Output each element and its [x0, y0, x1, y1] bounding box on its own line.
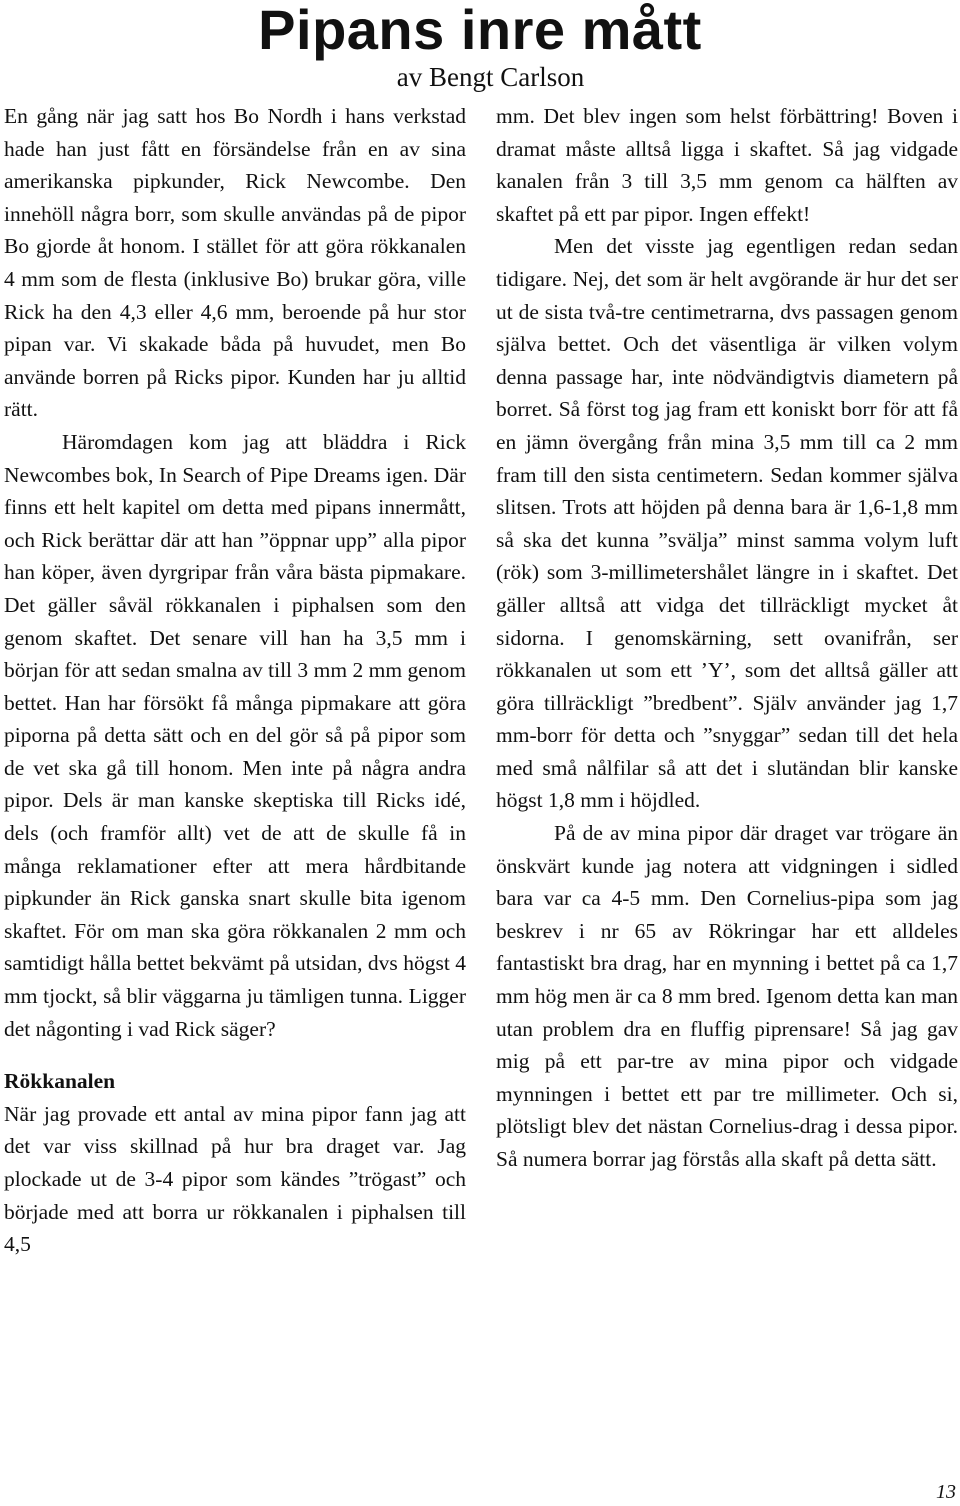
paragraph: Häromdagen kom jag att bläddra i Rick Newcombes bok, In Search of Pipe Dreams igen. Där finns ett helt kapitel om detta med pipans innermått, och Rick berättar där att han ”öppnar upp” alla pipor han köper, även dyrgripar från våra bästa pipmakare. Det gäller såväl rökkanalen i piphalsen som den genom skaftet. Det senare vill han ha 3,5 mm i början för att sedan smalna av till 3 mm 2 mm genom bettet. Han har försökt få många pipmakare att göra piporna på detta sätt och en del gör så på pipor som de vet ska gå till honom. Men inte på några andra pipor. Dels är man kanske skeptiska till Ricks idé, dels (och framför allt) vet de att de skulle få in många reklamationer efter att mera hårdbitande pipkunder än Rick ganska snart skulle bita igenom skaftet. För om man ska göra rökkanalen 2 mm och samtidigt hålla bettet bekvämt på utsidan, dvs högst 4 mm tjockt, så blir väggarna ju tämligen tunna. Ligger det någonting i vad Rick säger?	[4, 429, 466, 1041]
paragraph: En gång när jag satt hos Bo Nordh i hans verkstad hade han just fått en försändelse från en av sina amerikanska pipkunder, Rick Newcombe. Den innehöll några borr, som skulle användas på de pipor Bo gjorde åt honom. I stället för att göra rökkanalen 4 mm som de flesta (inklusive Bo) brukar göra, ville Rick ha den 4,3 eller 4,6 mm, beroende på hur stor pipan var. Vi skakade båda på huvudet, men Bo använde borren på Ricks pipor. Kunden har ju alltid rätt.	[4, 104, 466, 422]
paragraph: När jag provade ett antal av mina pipor fann jag att det var viss skillnad på hur bra draget var. Jag plockade ut de 3-4 pipor som kändes ”trögast” och började med att borra ur rökkanalen i piphalsen till 4,5	[4, 1101, 466, 1257]
paragraph: mm. Det blev ingen som helst förbättring! Boven i dramat måste alltså ligga i skaftet. Så jag vidgade kanalen från 3 till 3,5 mm genom ca hälften av skaftet på ett par pipor. Ingen effekt!	[496, 104, 958, 226]
section-heading: Rökkanalen	[4, 1069, 116, 1094]
right-column	[496, 100, 958, 1176]
left-column	[4, 100, 466, 1261]
paragraph: På de av mina pipor där draget var trögare än önskvärt kunde jag notera att vidgningen i sidled bara var ca 4-5 mm. Den Cornelius-pipa som jag beskrev i nr 65 av Rökringar har ett alldeles fantastiskt bra drag, har en mynning i bettet på ca 1,7 mm hög men är ca 8 mm bred. Igenom detta kan man utan problem dra en fluffig piprensare! Så jag gav mig på ett par-tre av mina pipor och vidgade mynningen i bettet ett par tre millimeter. Och si, plötsligt blev det nästan Cornelius-drag i dessa pipor. Så numera borrar jag förstås alla skaft på detta sätt.	[496, 821, 958, 1171]
page-number: 13	[936, 1481, 956, 1503]
paragraph: Men det visste jag egentligen redan sedan tidigare. Nej, det som är helt avgörande är hur det ser ut de sista två-tre centimetrarna, dvs passagen genom själva bettet. Och det väsentliga är vilken volym denna passage har, inte nödvändigtvis diametern på borret. Så först tog jag fram ett koniskt borr för att få en jämn övergång från mina 3,5 mm till ca 2 mm fram till den sista centimetern. Sedan kommer själva slitsen. Trots att höjden på denna bara är 1,6-1,8 mm så ska det kunna ”svälja” minst samma volym luft (rök) som 3-millimetershålet längre in i skaftet. Det gäller alltså att vidga det tillräckligt mycket åt sidorna. I genomskärning, sett ovanifrån, ser rökkanalen ut som ett ’Y’, som det alltså gäller att göra tillräckligt ”bredbent”. Själv använder jag 1,7 mm-borr för detta och ”snyggar” sedan till det hela med små nålfilar så att det i slutändan blir kanske högst 1,8 mm i höjdled.	[496, 234, 958, 813]
article-title: Pipans inre mått	[258, 0, 702, 61]
article-byline: av Bengt Carlson	[396, 62, 585, 92]
